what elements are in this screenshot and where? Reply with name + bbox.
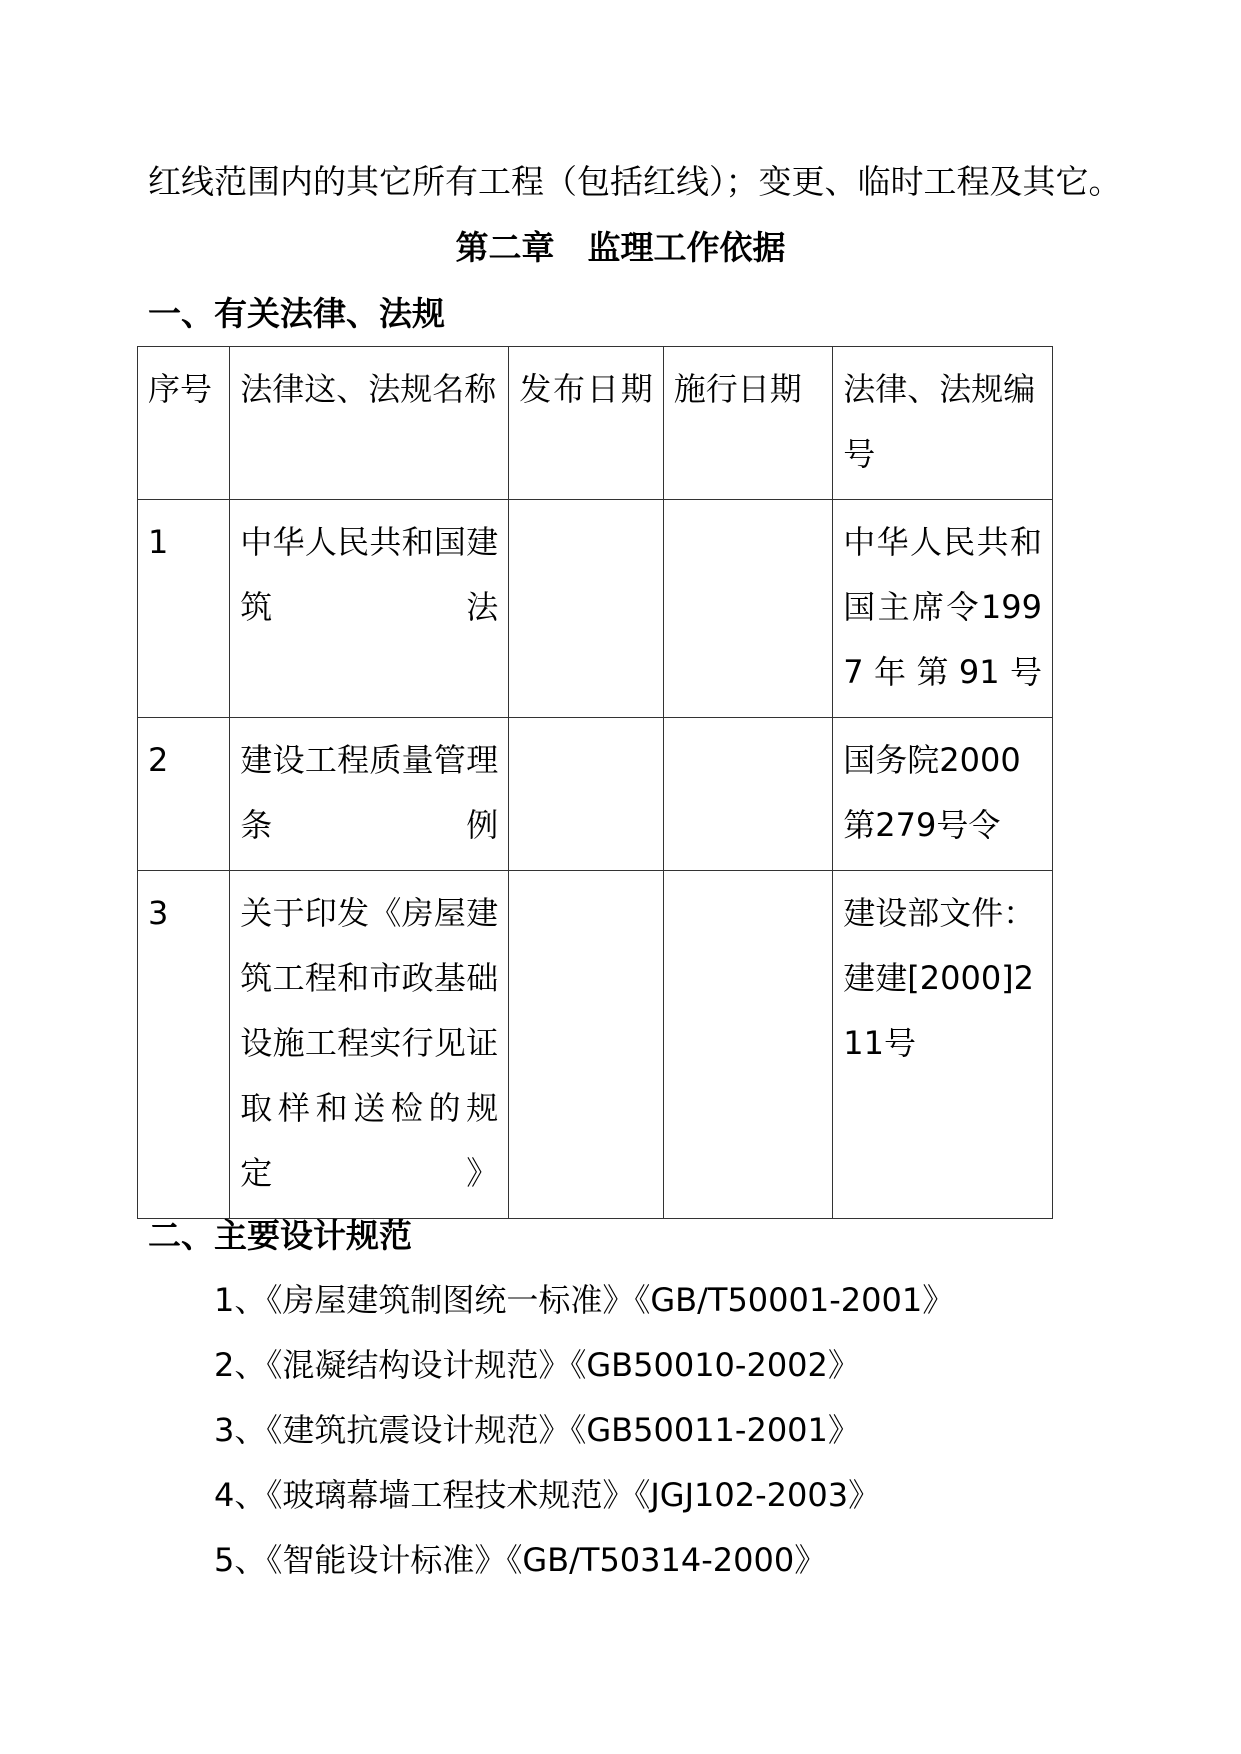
table-cell <box>663 718 833 871</box>
chapter-heading: 第二章 监理工作依据 <box>455 228 786 267</box>
table-header-row <box>138 347 1053 500</box>
intro-paragraph: 红线范围内的其它所有工程（包括红线）；变更、临时工程及其它。 <box>148 162 1122 201</box>
list-item: 5、《智能设计标准》《GB/T50314-2000》 <box>214 1541 827 1579</box>
table-row <box>138 871 1053 1219</box>
section-heading-laws: 一、有关法律、法规 <box>148 294 445 333</box>
table-cell: 关于印发《房屋建筑工程和市政基础设施工程实行见证取样和送检的规定》 <box>230 871 509 1219</box>
table-cell <box>663 500 833 718</box>
table-cell: 中华人民共和国建筑法 <box>230 500 509 718</box>
table-row <box>138 718 1053 871</box>
table-cell <box>663 871 833 1219</box>
table-header-cell: 发布日期 <box>509 347 664 500</box>
table-header-cell: 法律这、法规名称 <box>230 347 509 500</box>
list-item: 4、《玻璃幕墙工程技术规范》《JGJ102-2003》 <box>214 1476 881 1514</box>
table-cell <box>509 871 664 1219</box>
table-header-cell: 法律、法规编号 <box>833 347 1053 500</box>
table-header-cell: 施行日期 <box>663 347 833 500</box>
table-cell: 2 <box>138 718 230 871</box>
laws-table <box>137 346 1053 1219</box>
table-cell: 国务院2000第279号令 <box>833 718 1053 871</box>
table-header-cell: 序号 <box>138 347 230 500</box>
list-item: 1、《房屋建筑制图统一标准》《GB/T50001-2001》 <box>214 1281 955 1319</box>
table-cell: 1 <box>138 500 230 718</box>
table-row <box>138 500 1053 718</box>
table-cell <box>509 718 664 871</box>
table-cell: 3 <box>138 871 230 1219</box>
table-cell: 建设工程质量管理条例 <box>230 718 509 871</box>
section-heading-specs: 二、主要设计规范 <box>148 1216 412 1255</box>
table-cell: 建设部文件：建建[2000]211号 <box>833 871 1053 1219</box>
list-item: 2、《混凝结构设计规范》《GB50010-2002》 <box>214 1346 860 1384</box>
list-item: 3、《建筑抗震设计规范》《GB50011-2001》 <box>214 1411 860 1449</box>
table-cell: 中华人民共和国主席令1997年第91号 <box>833 500 1053 718</box>
table-cell <box>509 500 664 718</box>
